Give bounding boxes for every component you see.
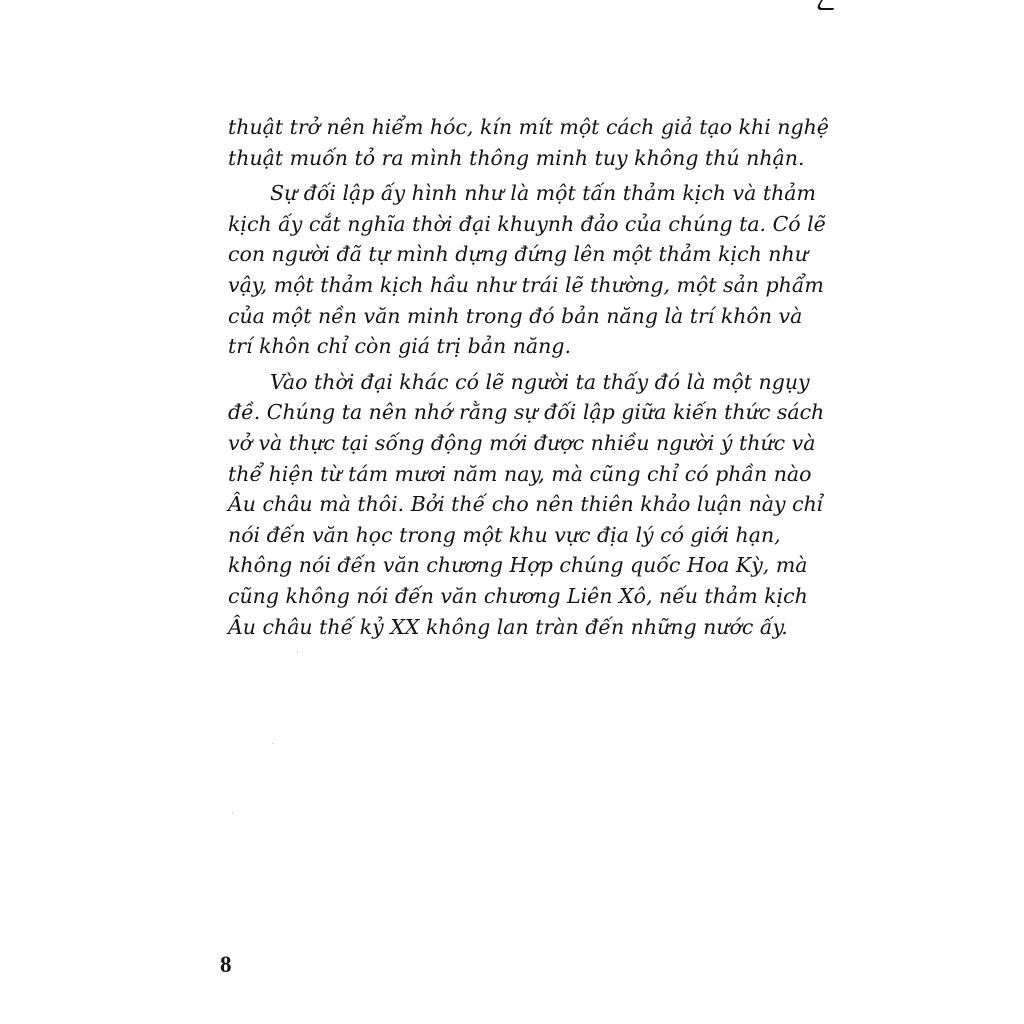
- text-line: con người đã tự mình dựng đứng lên một thảm kịch như: [228, 242, 808, 267]
- text-line: trí khôn chỉ còn giá trị bản năng.: [228, 334, 571, 359]
- paragraph-start-line: Vào thời đại khác có lẽ người ta thấy đó là một ngụy: [270, 369, 810, 394]
- text-line: vở và thực tại sống động mới được nhiều người ý thức và: [228, 430, 816, 455]
- scan-speck: [272, 743, 273, 744]
- text-line: đề. Chúng ta nên nhớ rằng sự đối lập giữa kiến thức sách: [228, 400, 825, 425]
- body-text: [228, 112, 829, 642]
- text-line: thể hiện từ tám mươi năm nay, mà cũng chỉ có phần nào: [228, 461, 812, 486]
- text-line: Âu châu thế kỷ XX không lan tràn đến những nước ấy.: [228, 614, 788, 639]
- paragraph-start-line: Sự đối lập ấy hình như là một tấn thảm kịch và thảm: [270, 181, 816, 206]
- text-line: Âu châu mà thôi. Bởi thế cho nên thiên khảo luận này chỉ: [228, 492, 824, 517]
- scan-speck: [232, 812, 233, 813]
- text-line: không nói đến văn chương Hợp chúng quốc Hoa Kỳ, mà: [228, 553, 808, 578]
- text-line: của một nền văn minh trong đó bản năng là trí khôn và: [228, 303, 803, 328]
- scan-speck: [297, 652, 298, 653]
- text-line: vậy, một thảm kịch hầu như trái lẽ thường, một sản phẩm: [228, 272, 824, 297]
- text-line: thuật muốn tỏ ra mình thông minh tuy không thú nhận.: [228, 145, 805, 170]
- page-number: 8: [220, 952, 232, 977]
- text-line: nói đến văn học trong một khu vực địa lý có giới hạn,: [228, 522, 781, 547]
- text-line: cũng không nói đến văn chương Liên Xô, nếu thảm kịch: [228, 583, 808, 608]
- text-line: thuật trở nên hiểm hóc, kín mít một cách giả tạo khi nghệ: [228, 115, 829, 139]
- corner-mark: [815, 0, 839, 10]
- text-line: kịch ấy cắt nghĩa thời đại khuynh đảo của chúng ta. Có lẽ: [228, 211, 826, 236]
